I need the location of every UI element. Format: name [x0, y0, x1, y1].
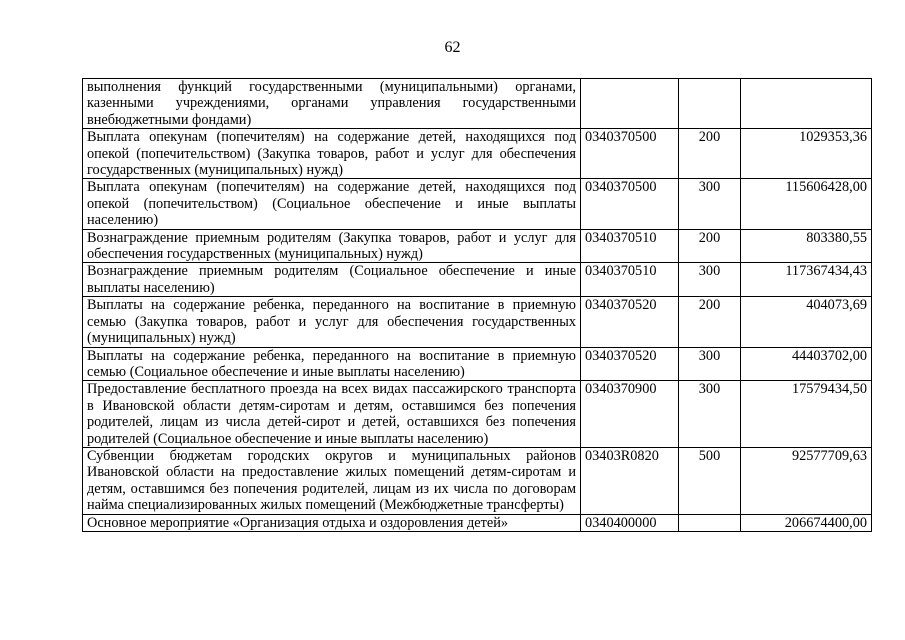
row-description: Вознаграждение приемным родителям (Социальное обеспечение и иные выплаты населению): [83, 263, 581, 297]
row-expense-type: 300: [679, 179, 741, 229]
row-expense-type: 200: [679, 229, 741, 263]
row-amount: 803380,55: [741, 229, 872, 263]
row-description: Субвенции бюджетам городских округов и муниципальных районов Ивановской области на предоставление жилых помещений детям-сиротам и детям, оставшимся без попечения родителей, лицам из их числа по договорам найма специализированных жилых помещений (Межбюджетные трансферты): [83, 447, 581, 514]
row-code: [581, 79, 679, 129]
row-amount: 1029353,36: [741, 129, 872, 179]
row-expense-type: [679, 79, 741, 129]
row-expense-type: 300: [679, 381, 741, 448]
row-code: 0340370510: [581, 263, 679, 297]
row-amount: 92577709,63: [741, 447, 872, 514]
row-description: Выплата опекунам (попечителям) на содержание детей, находящихся под опекой (попечительством) (Закупка товаров, работ и услуг для обеспечения государственных (муниципальных) нужд): [83, 129, 581, 179]
row-expense-type: [679, 514, 741, 531]
budget-table: [82, 78, 872, 532]
row-amount: [741, 79, 872, 129]
row-description: Предоставление бесплатного проезда на всех видах пассажирского транспорта в Ивановской области детям-сиротам и детям, оставшимся без попечения родителей, лицам из числа детей-сирот и детей, оставшихся без попечения родителей (Социальное обеспечение и иные выплаты населению): [83, 381, 581, 448]
row-description: Основное мероприятие «Организация отдыха и оздоровления детей»: [83, 514, 581, 531]
row-amount: 115606428,00: [741, 179, 872, 229]
table-row: [83, 447, 872, 514]
row-code: 0340370510: [581, 229, 679, 263]
row-code: 0340370520: [581, 297, 679, 347]
table-row: [83, 129, 872, 179]
table-row: [83, 179, 872, 229]
row-expense-type: 200: [679, 297, 741, 347]
row-description: Выплата опекунам (попечителям) на содержание детей, находящихся под опекой (попечительством) (Социальное обеспечение и иные выплаты населению): [83, 179, 581, 229]
page-number: 62: [444, 39, 461, 56]
row-amount: 404073,69: [741, 297, 872, 347]
row-amount: 44403702,00: [741, 347, 872, 381]
table-row: [83, 347, 872, 381]
row-amount: 17579434,50: [741, 381, 872, 448]
row-amount: 206674400,00: [741, 514, 872, 531]
row-code: 0340400000: [581, 514, 679, 531]
row-amount: 117367434,43: [741, 263, 872, 297]
row-expense-type: 200: [679, 129, 741, 179]
row-description: Выплаты на содержание ребенка, переданного на воспитание в приемную семью (Социальное обеспечение и иные выплаты населению): [83, 347, 581, 381]
row-description: выполнения функций государственными (муниципальными) органами, казенными учреждениями, органами управления государственными внебюджетными фондами): [83, 79, 581, 129]
table-row: [83, 229, 872, 263]
table-row: [83, 381, 872, 448]
row-description: Выплаты на содержание ребенка, переданного на воспитание в приемную семью (Закупка товаров, работ и услуг для обеспечения государственных (муниципальных) нужд): [83, 297, 581, 347]
row-code: 0340370900: [581, 381, 679, 448]
row-expense-type: 500: [679, 447, 741, 514]
table-row: [83, 514, 872, 531]
table-row: [83, 79, 872, 129]
row-expense-type: 300: [679, 263, 741, 297]
table-row: [83, 297, 872, 347]
row-code: 03403R0820: [581, 447, 679, 514]
row-code: 0340370520: [581, 347, 679, 381]
row-code: 0340370500: [581, 179, 679, 229]
row-description: Вознаграждение приемным родителям (Закупка товаров, работ и услуг для обеспечения государственных (муниципальных) нужд): [83, 229, 581, 263]
row-expense-type: 300: [679, 347, 741, 381]
table-row: [83, 263, 872, 297]
row-code: 0340370500: [581, 129, 679, 179]
